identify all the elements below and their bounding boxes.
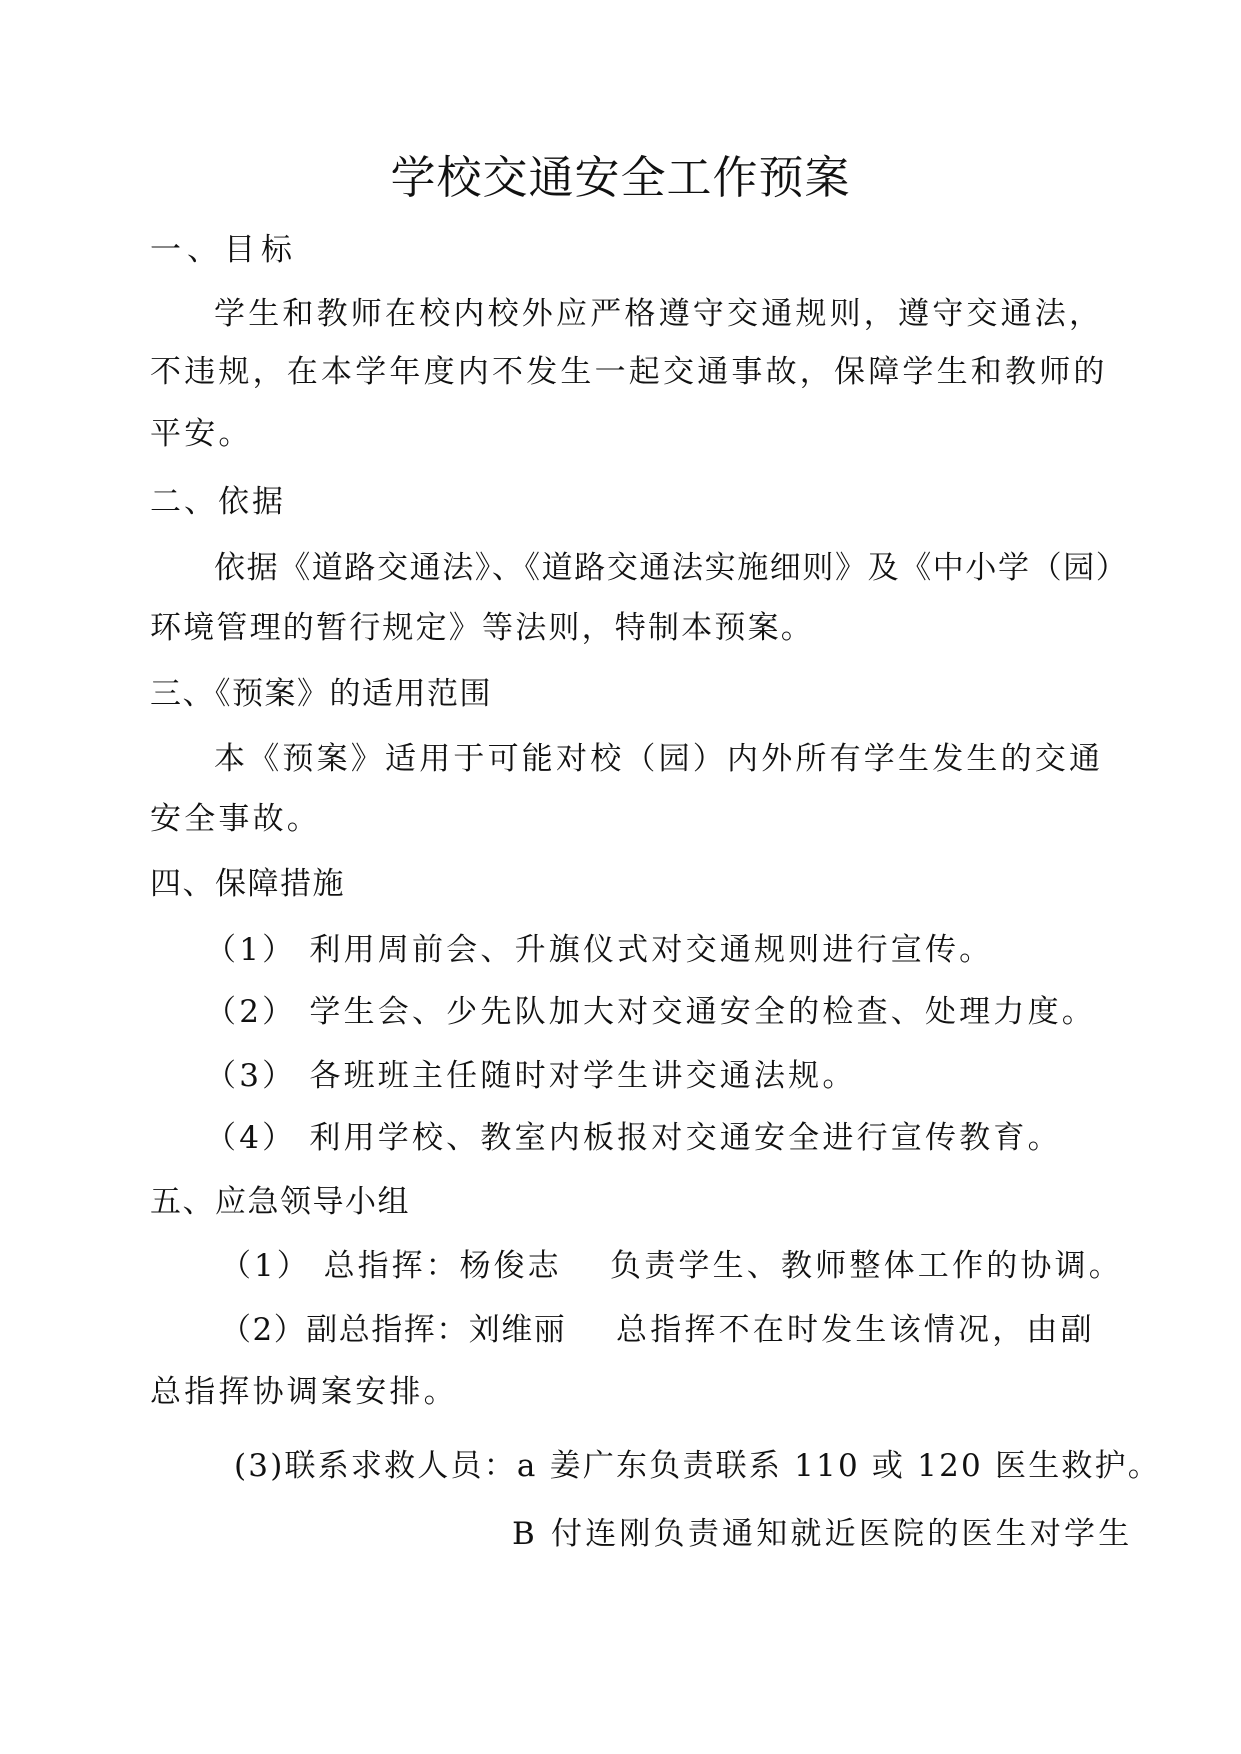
paragraph-line: 不违规，在本学年度内不发生一起交通事故，保障学生和教师的 [150, 354, 1108, 390]
section-heading-measures: 四、保障措施 [150, 866, 345, 902]
contact-line: (3)联系求救人员：a 姜广东负责联系 110 或 120 医生救护。 [234, 1448, 1162, 1484]
section-heading-basis: 二、依据 [150, 484, 286, 520]
leader-duty: 总指挥不在时发生该情况，由副 [616, 1312, 1095, 1348]
leader-role: （2）副总指挥：刘维丽 [220, 1312, 567, 1348]
paragraph-line: 环境管理的暂行规定》等法则，特制本预案。 [150, 610, 814, 646]
document-title: 学校交通安全工作预案 [390, 151, 851, 204]
paragraph-line: 安全事故。 [150, 801, 321, 837]
section-heading-goal: 一、目标 [150, 232, 298, 268]
list-item: （4） 利用学校、教室内板报对交通安全进行宣传教育。 [205, 1120, 1062, 1156]
paragraph-line: 依据《道路交通法》、《道路交通法实施细则》及《中小学（园） [214, 550, 1129, 586]
list-item: （1） 利用周前会、升旗仪式对交通规则进行宣传。 [205, 932, 994, 968]
paragraph-line: 平安。 [150, 416, 253, 452]
paragraph-line: 本《预案》适用于可能对校（园）内外所有学生发生的交通 [214, 741, 1104, 777]
leader-duty: 负责学生、教师整体工作的协调。 [610, 1248, 1123, 1284]
list-item: （2） 学生会、少先队加大对交通安全的检查、处理力度。 [205, 994, 1096, 1030]
leader-role: （1） 总指挥：杨俊志 [220, 1248, 562, 1284]
list-item: （3） 各班班主任随时对学生讲交通法规。 [205, 1058, 857, 1094]
paragraph-line: 总指挥协调案安排。 [150, 1374, 458, 1410]
paragraph-line: 学生和教师在校内校外应严格遵守交通规则，遵守交通法， [214, 296, 1104, 332]
section-heading-scope: 三、《预案》的适用范围 [150, 676, 492, 712]
contact-line: B 付连刚负责通知就近医院的医生对学生 [512, 1516, 1133, 1552]
section-heading-leadership: 五、应急领导小组 [150, 1184, 410, 1220]
